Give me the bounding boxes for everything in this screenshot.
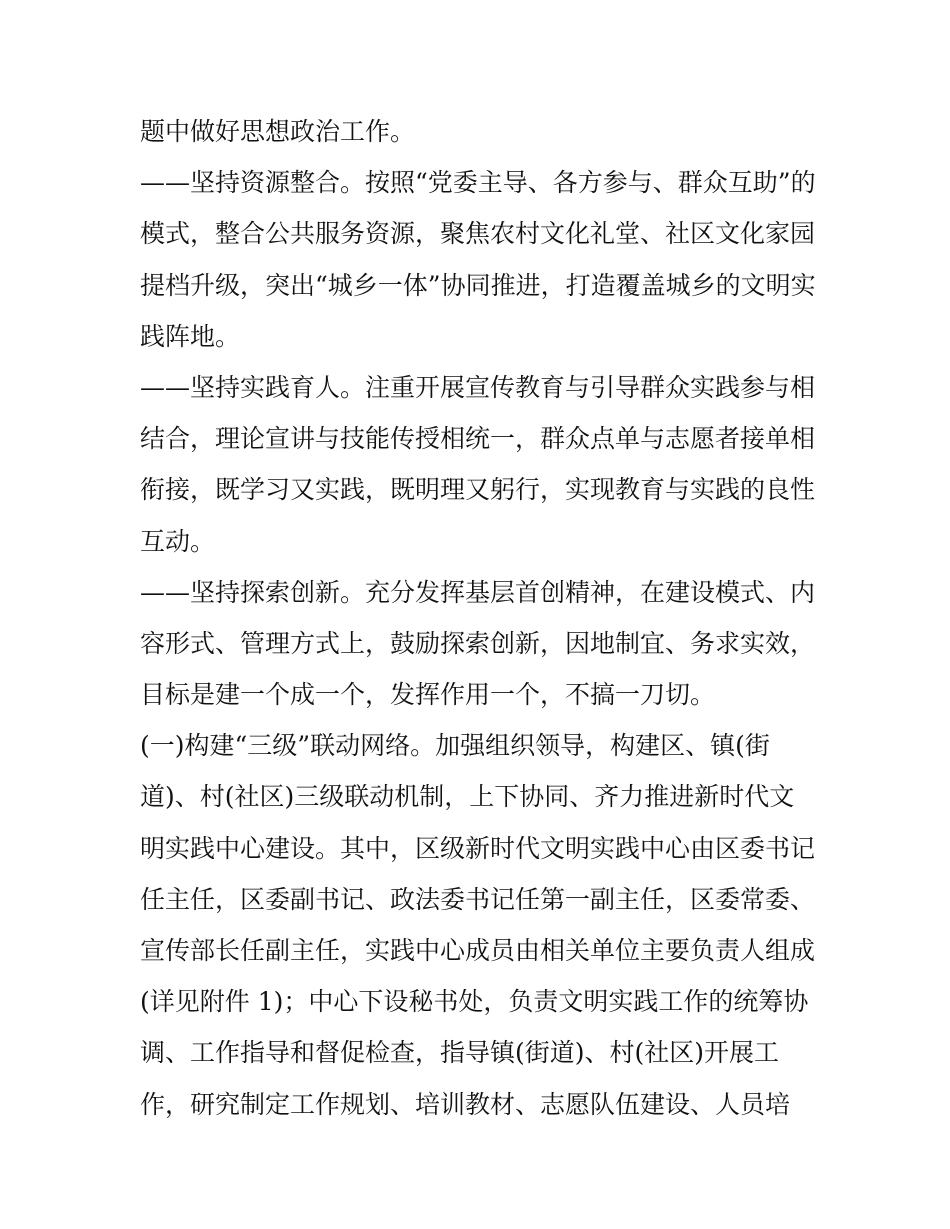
text-line: 模式，整合公共服务资源，聚焦农村文化礼堂、社区文化家园 xyxy=(140,219,816,249)
document-body xyxy=(140,106,830,1130)
text-line: 明实践中心建设。其中，区级新时代文明实践中心由区委书记 xyxy=(140,833,816,863)
text-line: 调、工作指导和督促检查，指导镇(街道)、村(社区)开展工 xyxy=(140,1038,780,1068)
text-line: 践阵地。 xyxy=(140,321,241,351)
text-line: 提档升级，突出“城乡一体”协同推进，打造覆盖城乡的文明实 xyxy=(140,270,816,300)
text-line: 目标是建一个成一个，发挥作用一个，不搞一刀切。 xyxy=(140,680,716,710)
text-line: (详见附件 1)；中心下设秘书处，负责文明实践工作的统筹协 xyxy=(140,987,809,1017)
text-line: 结合，理论宣讲与技能传授相统一，群众点单与志愿者接单相 xyxy=(140,424,816,454)
text-line: 互动。 xyxy=(140,526,216,556)
text-line: ——坚持实践育人。注重开展宣传教育与引导群众实践参与相 xyxy=(140,372,816,402)
text-line: ——坚持资源整合。按照“党委主导、各方参与、群众互助”的 xyxy=(140,168,816,198)
text-line: 宣传部长任副主任，实践中心成员由相关单位主要负责人组成 xyxy=(140,936,816,965)
text-line: 题中做好思想政治工作。 xyxy=(140,117,416,146)
text-line: 道)、村(社区)三级联动机制，上下协同、齐力推进新时代文 xyxy=(140,782,795,812)
text-line: (一)构建“三级”联动网络。加强组织领导，构建区、镇(街 xyxy=(140,731,770,761)
text-line: 作，研究制定工作规划、培训教材、志愿队伍建设、人员培 xyxy=(140,1089,791,1119)
text-line: 任主任，区委副书记、政法委书记任第一副主任，区委常委、 xyxy=(140,884,816,914)
text-line: 容形式、管理方式上，鼓励探索创新，因地制宜、务求实效， xyxy=(140,628,816,658)
text-line: 衔接，既学习又实践，既明理又躬行，实现教育与实践的良性 xyxy=(140,475,816,505)
text-line: ——坚持探索创新。充分发挥基层首创精神，在建设模式、内 xyxy=(140,577,816,607)
